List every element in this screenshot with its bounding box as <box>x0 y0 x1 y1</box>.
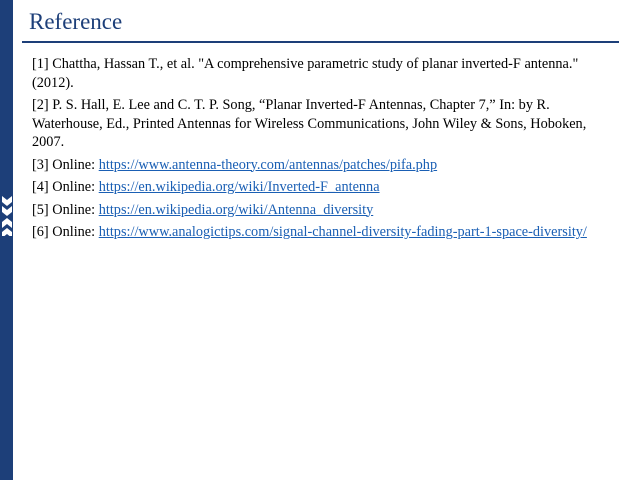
reference-text: [2] P. S. Hall, E. Lee and C. T. P. Song, “Planar Inverted-F Antennas, Chapter 7,” In: by R. Waterhouse, Ed., Printed Antennas for Wireless Communications, John Wiley & Sons, Hoboken, 2007. <box>32 97 587 150</box>
reference-prefix: [5] Online: <box>32 201 99 218</box>
reference-link-inverted-f[interactable]: https://en.wikipedia.org/wiki/Inverted-F_antenna <box>98 179 380 195</box>
reference-prefix: [4] Online: <box>32 179 99 195</box>
reference-item-2 <box>32 96 606 152</box>
reference-prefix: [6] Online: <box>32 224 99 240</box>
reference-item-1 <box>32 55 606 92</box>
reference-link-pifa[interactable]: https://www.antenna-theory.com/antennas/patches/pifa.php <box>98 156 438 173</box>
chevron-arrows-icon <box>2 196 12 236</box>
reference-prefix: [3] Online: <box>32 156 99 173</box>
reference-link-space-diversity[interactable]: https://www.analogictips.com/signal-channel-diversity-fading-part-1-space-diversity/ <box>98 224 587 240</box>
left-accent-bar <box>0 0 13 480</box>
reference-item-5 <box>32 201 606 220</box>
title-divider <box>22 41 619 43</box>
reference-item-4 <box>32 178 606 197</box>
page-title: Reference <box>29 9 123 34</box>
reference-text: [1] Chattha, Hassan T., et al. "A comprehensive parametric study of planar inverted-F antenna." (2012). <box>32 56 579 91</box>
reference-link-antenna-diversity[interactable]: https://en.wikipedia.org/wiki/Antenna_diversity <box>98 201 374 218</box>
reference-item-3 <box>32 156 606 175</box>
reference-list <box>32 55 606 246</box>
reference-item-6 <box>32 223 606 242</box>
